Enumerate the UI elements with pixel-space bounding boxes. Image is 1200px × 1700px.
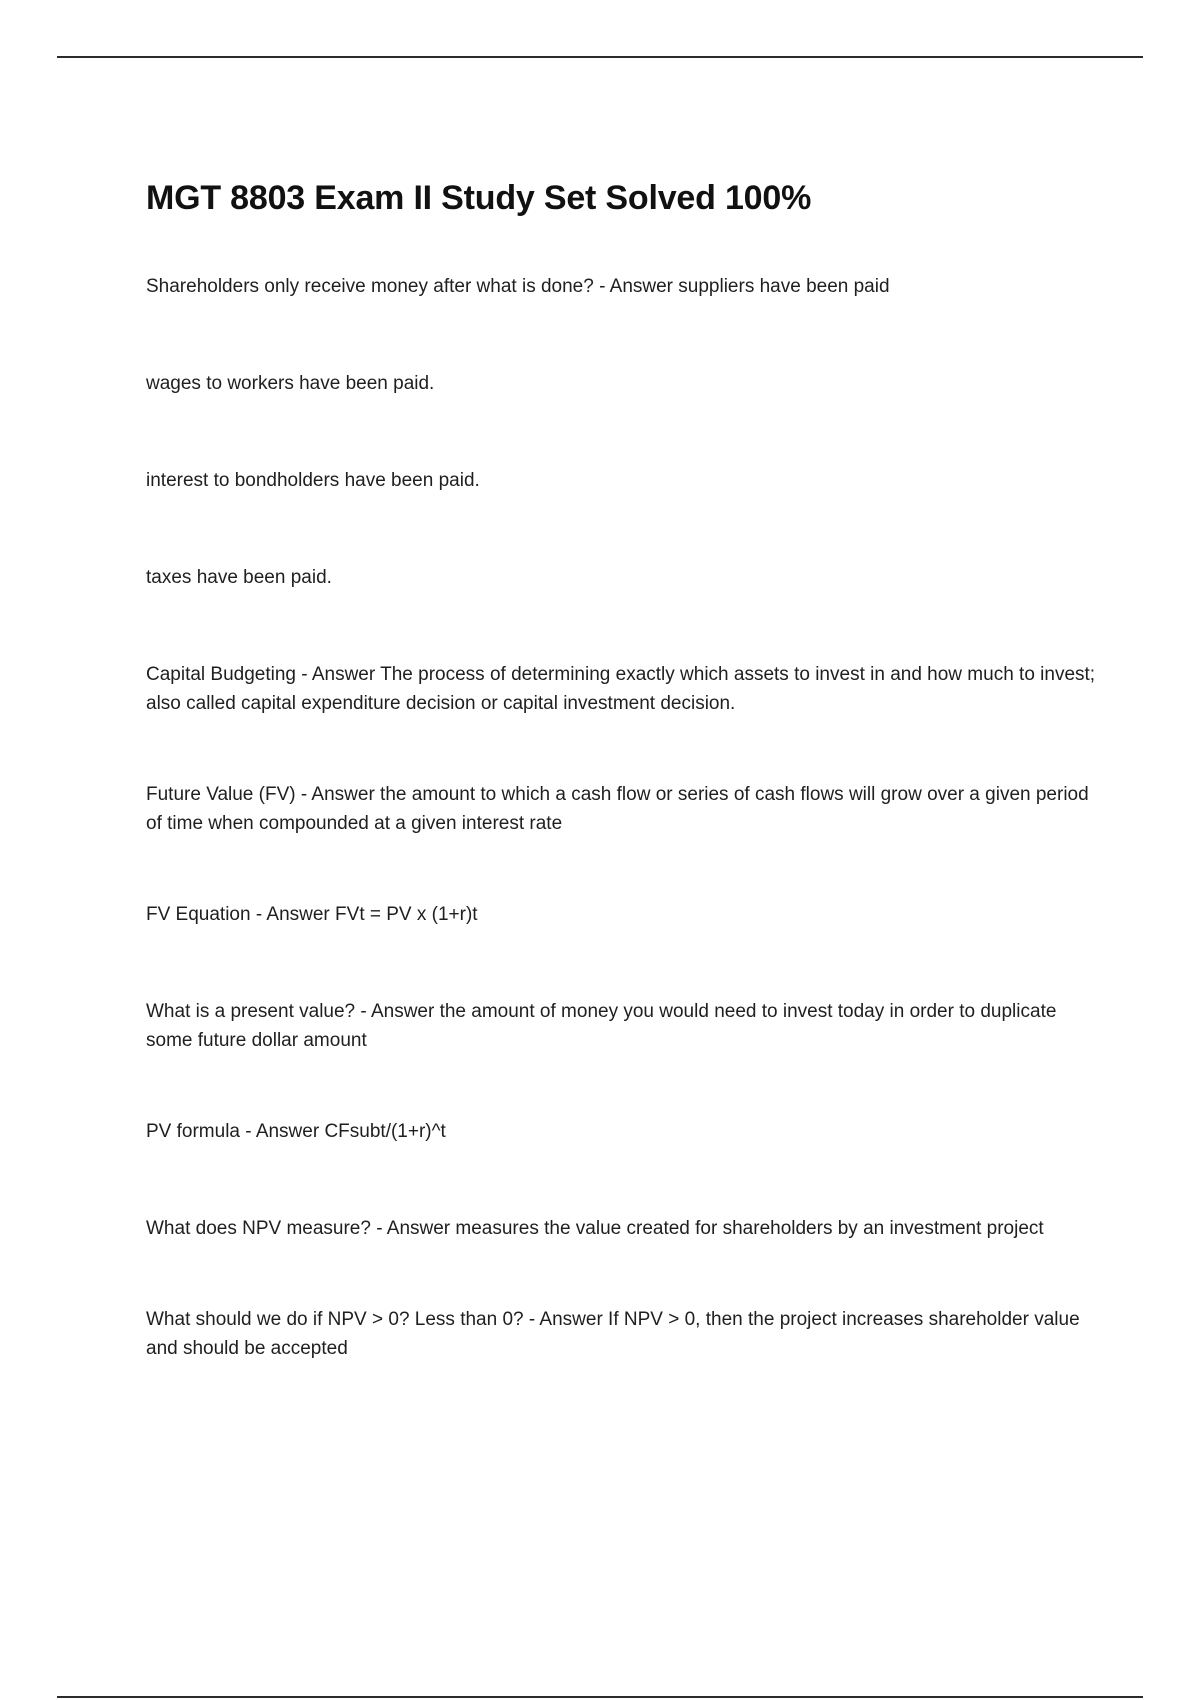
- qa-paragraph-npv-decision: What should we do if NPV > 0? Less than 0? - Answer If NPV > 0, then the project increases shareholder value and should be accepted: [146, 1309, 1080, 1359]
- qa-paragraph-future-value: Future Value (FV) - Answer the amount to which a cash flow or series of cash flows will grow over a given period of time when compounded at a given interest rate: [146, 784, 1089, 834]
- qa-paragraph-wages: wages to workers have been paid.: [146, 373, 435, 394]
- qa-paragraph-npv-measure: What does NPV measure? - Answer measures the value created for shareholders by an investment project: [146, 1218, 1044, 1239]
- qa-paragraph-shareholders: Shareholders only receive money after what is done? - Answer suppliers have been paid: [146, 276, 890, 297]
- document-title: MGT 8803 Exam II Study Set Solved 100%: [146, 179, 812, 217]
- qa-list: [146, 272, 1096, 1363]
- header-rule: [57, 56, 1143, 58]
- qa-paragraph-capital-budgeting: Capital Budgeting - Answer The process of determining exactly which assets to invest in and how much to invest; also called capital expenditure decision or capital investment decision.: [146, 664, 1096, 714]
- qa-paragraph-fv-equation: FV Equation - Answer FVt = PV x (1+r)t: [146, 904, 478, 925]
- footer-rule: [57, 1696, 1143, 1698]
- qa-paragraph-pv-formula: PV formula - Answer CFsubt/(1+r)^t: [146, 1121, 446, 1142]
- qa-paragraph-interest: interest to bondholders have been paid.: [146, 470, 480, 491]
- document-body: [146, 176, 1096, 1425]
- qa-paragraph-present-value: What is a present value? - Answer the amount of money you would need to invest today in order to duplicate some future dollar amount: [146, 1001, 1057, 1051]
- qa-paragraph-taxes: taxes have been paid.: [146, 567, 332, 588]
